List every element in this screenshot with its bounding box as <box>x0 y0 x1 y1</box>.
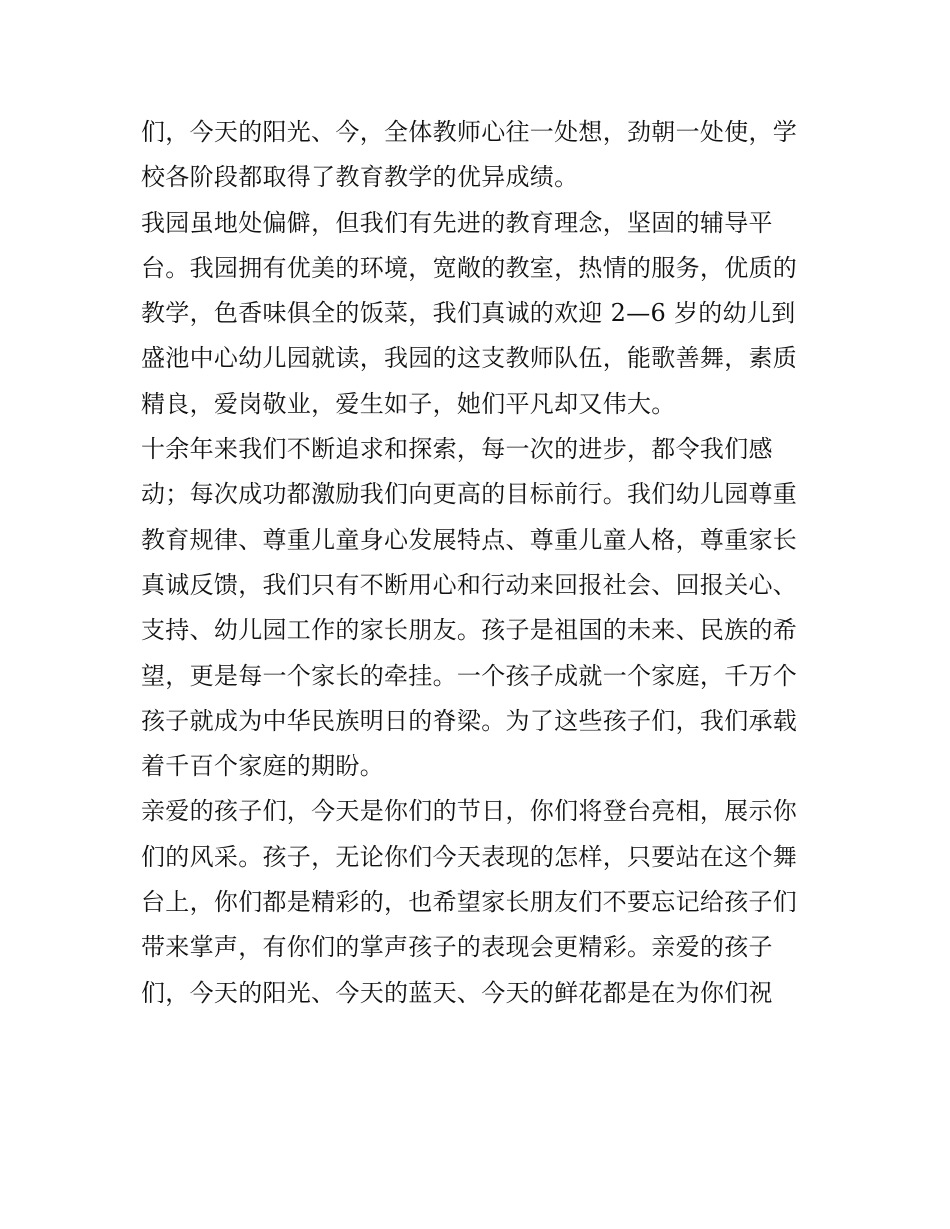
text-line: 支持、幼儿园工作的家长朋友。孩子是祖国的未来、民族的希 <box>141 616 798 645</box>
text-line: 教育规律、尊重儿童身心发展特点、尊重儿童人格，尊重家长 <box>141 525 798 554</box>
text-line: 台上，你们都是精彩的，也希望家长朋友们不要忘记给孩子们 <box>141 888 798 917</box>
text-line: 教学，色香味俱全的饭菜，我们真诚的欢迎 2—6 岁的幼儿到 <box>141 299 796 328</box>
text-line: 校各阶段都取得了教育教学的优异成绩。 <box>141 163 579 192</box>
text-line: 孩子就成为中华民族明日的脊梁。为了这些孩子们，我们承载 <box>141 706 798 735</box>
text-line: 盛池中心幼儿园就读，我园的这支教师队伍，能歌善舞，素质 <box>141 344 798 373</box>
body-text <box>141 110 821 1016</box>
text-line: 真诚反馈，我们只有不断用心和行动来回报社会、回报关心、 <box>141 570 798 599</box>
text-line: 们，今天的阳光、今天的蓝天、今天的鲜花都是在为你们祝 <box>141 978 773 1007</box>
text-line: 带来掌声，有你们的掌声孩子的表现会更精彩。亲爱的孩子 <box>141 933 773 962</box>
text-line: 十余年来我们不断追求和探索，每一次的进步，都令我们感 <box>141 435 773 464</box>
text-line: 望，更是每一个家长的牵挂。一个孩子成就一个家庭，千万个 <box>141 661 798 690</box>
text-line: 们的风采。孩子，无论你们今天表现的怎样，只要站在这个舞 <box>141 842 798 871</box>
text-line: 着千百个家庭的期盼。 <box>141 752 384 781</box>
text-line: 动；每次成功都激励我们向更高的目标前行。我们幼儿园尊重 <box>141 480 798 509</box>
text-line: 们，今天的阳光、今，全体教师心往一处想，劲朝一处使，学 <box>141 118 798 146</box>
text-line: 精良，爱岗敬业，爱生如子，她们平凡却又伟大。 <box>141 389 676 418</box>
text-line: 我园虽地处偏僻，但我们有先进的教育理念，坚固的辅导平 <box>141 208 773 237</box>
text-line: 亲爱的孩子们，今天是你们的节日，你们将登台亮相，展示你 <box>141 797 798 826</box>
text-line: 台。我园拥有优美的环境，宽敞的教室，热情的服务，优质的 <box>141 253 798 282</box>
